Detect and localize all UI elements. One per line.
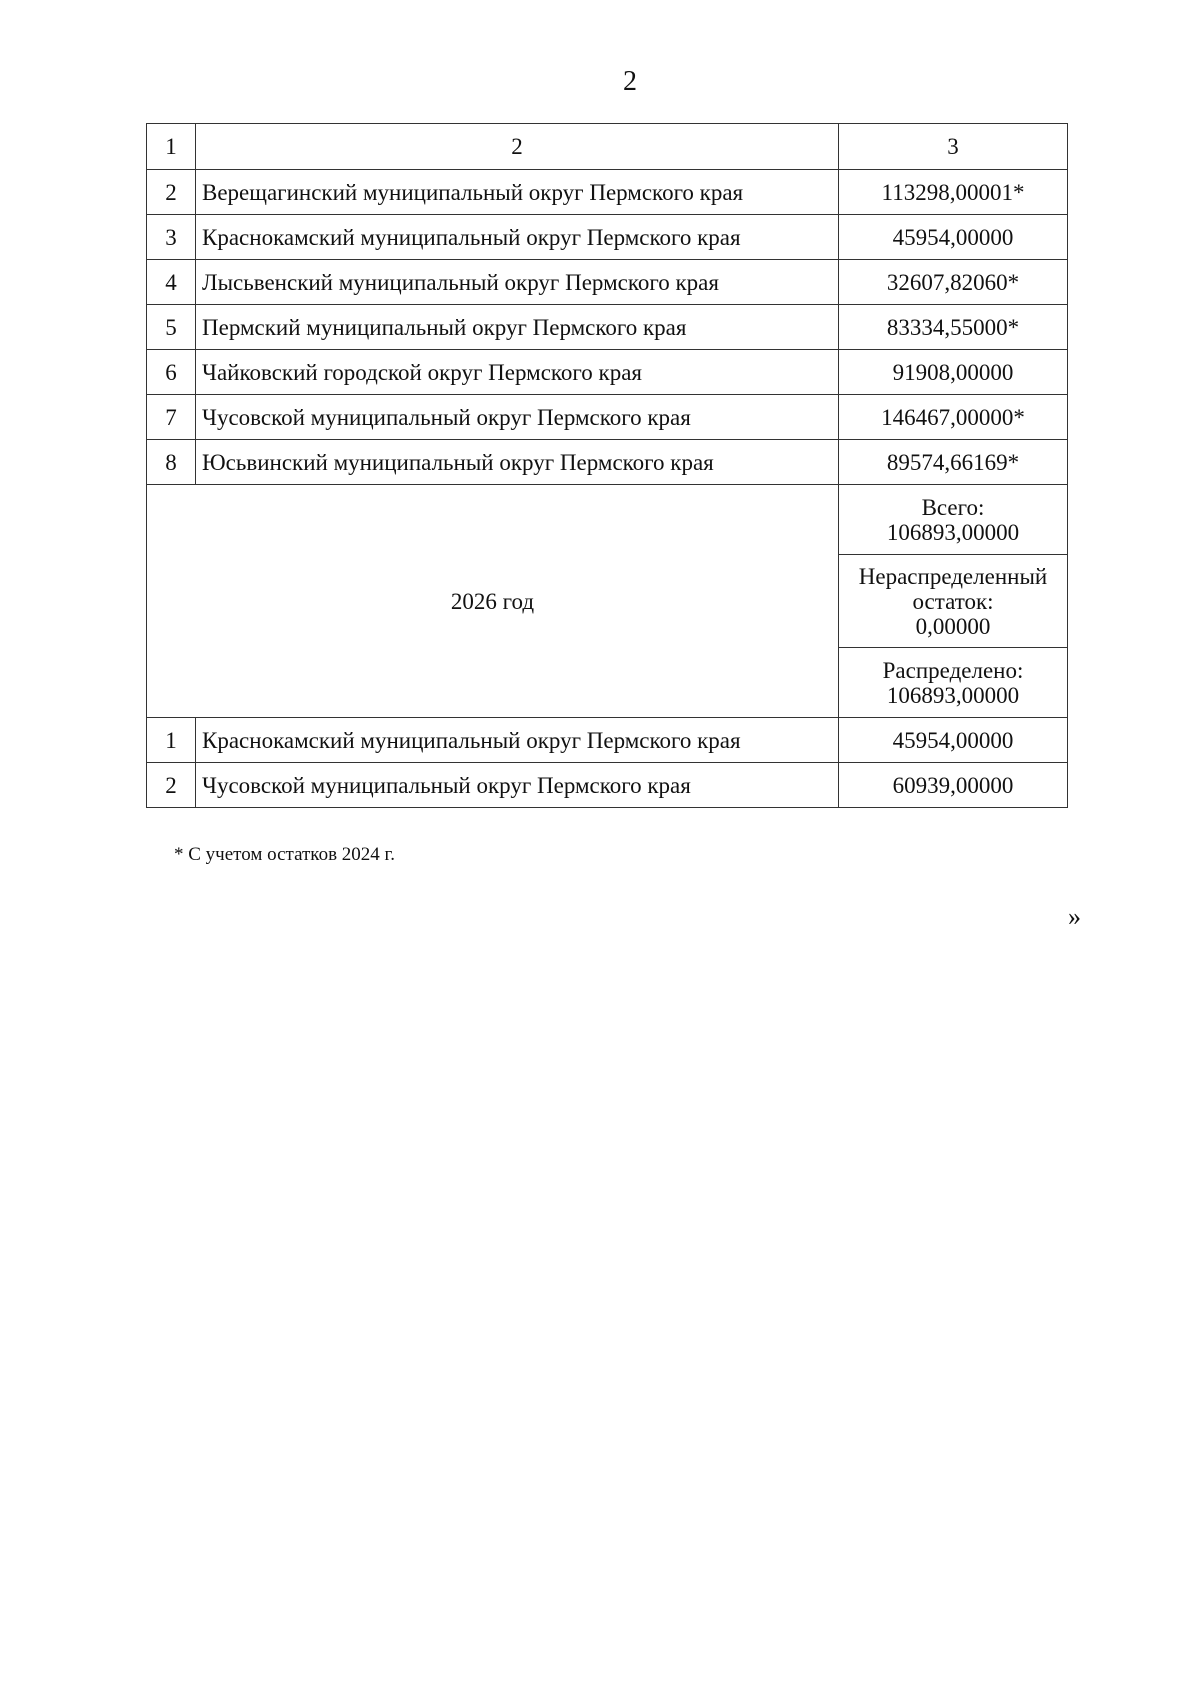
amount-value: 32607,82060* xyxy=(839,260,1068,305)
municipality-name: Юсьвинский муниципальный округ Пермского края xyxy=(196,440,839,485)
year-label: 2026 год xyxy=(147,485,839,718)
page-number: 2 xyxy=(623,66,637,97)
municipality-name: Пермский муниципальный округ Пермского края xyxy=(196,305,839,350)
table-row xyxy=(147,170,1068,215)
table-row xyxy=(147,763,1068,808)
municipality-name: Верещагинский муниципальный округ Пермского края xyxy=(196,170,839,215)
amount-value: 83334,55000* xyxy=(839,305,1068,350)
row-number: 6 xyxy=(147,350,196,395)
table-row xyxy=(147,350,1068,395)
unallocated-label: Нераспределенный xyxy=(858,563,1048,589)
municipality-name: Краснокамский муниципальный округ Пермского края xyxy=(196,215,839,260)
amount-value: 45954,00000 xyxy=(839,718,1068,763)
municipality-name: Краснокамский муниципальный округ Пермского края xyxy=(196,718,839,763)
header-cell-2: 2 xyxy=(196,124,839,170)
header-cell-1: 1 xyxy=(147,124,196,170)
row-number: 8 xyxy=(147,440,196,485)
table-row xyxy=(147,440,1068,485)
unallocated-label-remainder: остаток: xyxy=(912,588,994,614)
allocated-value: 106893,00000 xyxy=(886,682,1020,708)
amount-value: 113298,00001* xyxy=(839,170,1068,215)
amount-value: 45954,00000 xyxy=(839,215,1068,260)
row-number: 5 xyxy=(147,305,196,350)
table-row xyxy=(147,395,1068,440)
total-value: 106893,00000 xyxy=(886,519,1020,545)
row-number: 3 xyxy=(147,215,196,260)
unallocated-cell xyxy=(839,555,1068,648)
municipality-name: Лысьвенский муниципальный округ Пермского края xyxy=(196,260,839,305)
footnote: * С учетом остатков 2024 г. xyxy=(174,844,395,865)
total-cell xyxy=(839,485,1068,555)
allocated-cell xyxy=(839,648,1068,718)
allocation-table xyxy=(146,123,1068,808)
row-number: 1 xyxy=(147,718,196,763)
unallocated-value: 0,00000 xyxy=(915,613,991,639)
municipality-name: Чусовской муниципальный округ Пермского края xyxy=(196,763,839,808)
amount-value: 91908,00000 xyxy=(839,350,1068,395)
table-row xyxy=(147,718,1068,763)
table-header-row xyxy=(147,124,1068,170)
amount-value: 60939,00000 xyxy=(839,763,1068,808)
amount-value: 89574,66169* xyxy=(839,440,1068,485)
table-row xyxy=(147,260,1068,305)
table-row xyxy=(147,305,1068,350)
amount-value: 146467,00000* xyxy=(839,395,1068,440)
row-number: 7 xyxy=(147,395,196,440)
municipality-name: Чайковский городской округ Пермского края xyxy=(196,350,839,395)
header-cell-3: 3 xyxy=(839,124,1068,170)
row-number: 4 xyxy=(147,260,196,305)
row-number: 2 xyxy=(147,763,196,808)
table-row xyxy=(147,215,1068,260)
municipality-name: Чусовской муниципальный округ Пермского края xyxy=(196,395,839,440)
year-summary-row xyxy=(147,485,1068,555)
closing-quote: » xyxy=(1068,902,1081,931)
allocated-label: Распределено: xyxy=(882,657,1024,683)
total-label: Всего: xyxy=(921,494,985,520)
row-number: 2 xyxy=(147,170,196,215)
